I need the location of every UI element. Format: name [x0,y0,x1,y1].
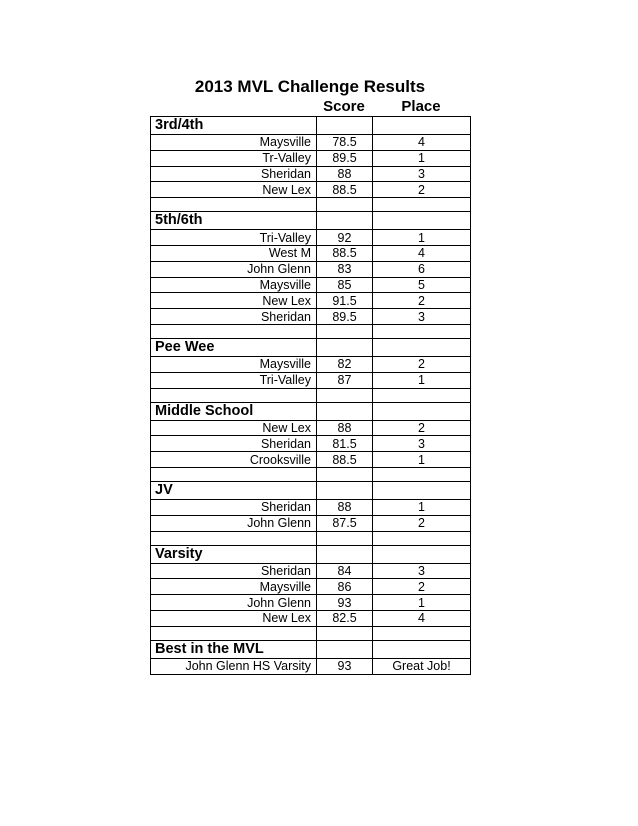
score-cell: 78.5 [317,135,373,151]
spacer-row [151,531,471,545]
team-name: Sheridan [151,166,317,182]
empty-cell [317,640,373,658]
empty-cell [373,545,471,563]
place-cell: 3 [373,436,471,452]
table-row [151,658,471,674]
empty-cell [373,338,471,356]
place-cell: 2 [373,356,471,372]
place-cell: 2 [373,420,471,436]
table-row [151,579,471,595]
team-name: Maysville [151,356,317,372]
table-row [151,293,471,309]
score-cell: 82 [317,356,373,372]
empty-cell [373,198,471,212]
empty-cell [151,324,317,338]
place-cell: 1 [373,452,471,468]
score-cell: 89.5 [317,309,373,325]
empty-cell [373,212,471,230]
empty-cell [317,481,373,499]
results-table [150,116,471,675]
place-column-header: Place [401,98,441,115]
table-row [151,309,471,325]
empty-cell [151,531,317,545]
table-row [151,230,471,246]
score-cell: 81.5 [317,436,373,452]
table-row [151,499,471,515]
spacer-row [151,626,471,640]
score-cell: 86 [317,579,373,595]
team-name: Tri-Valley [151,230,317,246]
empty-cell [373,531,471,545]
table-row [151,515,471,531]
team-name: Sheridan [151,309,317,325]
score-cell: 88 [317,420,373,436]
empty-cell [151,626,317,640]
empty-cell [317,402,373,420]
place-cell: 1 [373,595,471,611]
team-name: New Lex [151,420,317,436]
table-row [151,166,471,182]
score-cell: 82.5 [317,610,373,626]
spacer-row [151,324,471,338]
spacer-row [151,388,471,402]
section-title: Middle School [151,402,317,420]
team-name: John Glenn [151,261,317,277]
place-cell: 4 [373,245,471,261]
section-title: Best in the MVL [151,640,317,658]
empty-cell [317,388,373,402]
team-name: Crooksville [151,452,317,468]
empty-cell [317,545,373,563]
score-cell: 93 [317,595,373,611]
place-cell: 2 [373,182,471,198]
table-row [151,563,471,579]
table-row [151,261,471,277]
place-cell: 3 [373,563,471,579]
section-header-row [151,212,471,230]
section-header-row [151,545,471,563]
place-cell: 1 [373,372,471,388]
empty-cell [373,467,471,481]
empty-cell [317,198,373,212]
table-row [151,610,471,626]
team-name: Sheridan [151,436,317,452]
table-row [151,356,471,372]
place-cell: Great Job! [373,658,471,674]
place-cell: 5 [373,277,471,293]
team-name: Tr-Valley [151,150,317,166]
score-cell: 91.5 [317,293,373,309]
team-name: Maysville [151,135,317,151]
empty-cell [317,467,373,481]
empty-cell [373,626,471,640]
place-cell: 2 [373,293,471,309]
score-cell: 87.5 [317,515,373,531]
score-cell: 84 [317,563,373,579]
table-row [151,135,471,151]
team-name: Maysville [151,277,317,293]
team-name: John Glenn HS Varsity [151,658,317,674]
team-name: John Glenn [151,595,317,611]
score-cell: 92 [317,230,373,246]
spacer-row [151,198,471,212]
empty-cell [373,481,471,499]
score-cell: 87 [317,372,373,388]
team-name: New Lex [151,610,317,626]
table-row [151,452,471,468]
score-cell: 88.5 [317,182,373,198]
empty-cell [151,467,317,481]
empty-cell [373,117,471,135]
empty-cell [373,324,471,338]
team-name: West M [151,245,317,261]
place-cell: 2 [373,579,471,595]
score-cell: 88.5 [317,245,373,261]
score-cell: 85 [317,277,373,293]
team-name: New Lex [151,182,317,198]
team-name: Tri-Valley [151,372,317,388]
section-title: Varsity [151,545,317,563]
section-header-row [151,117,471,135]
results-table-body [151,117,471,675]
empty-cell [151,388,317,402]
table-row [151,277,471,293]
spacer-row [151,467,471,481]
empty-cell [373,640,471,658]
empty-cell [317,531,373,545]
place-cell: 1 [373,150,471,166]
section-header-row [151,481,471,499]
score-cell: 89.5 [317,150,373,166]
empty-cell [317,626,373,640]
place-cell: 2 [373,515,471,531]
empty-cell [317,212,373,230]
section-header-row [151,338,471,356]
empty-cell [317,117,373,135]
table-row [151,150,471,166]
place-cell: 1 [373,499,471,515]
team-name: Sheridan [151,499,317,515]
team-name: Sheridan [151,563,317,579]
score-cell: 83 [317,261,373,277]
section-title: Pee Wee [151,338,317,356]
table-row [151,372,471,388]
table-row [151,420,471,436]
empty-cell [317,324,373,338]
table-row [151,245,471,261]
place-cell: 1 [373,230,471,246]
empty-cell [373,402,471,420]
empty-cell [151,198,317,212]
place-cell: 3 [373,166,471,182]
score-cell: 88 [317,166,373,182]
team-name: John Glenn [151,515,317,531]
empty-cell [373,388,471,402]
section-header-row [151,640,471,658]
place-cell: 6 [373,261,471,277]
place-cell: 3 [373,309,471,325]
score-cell: 88.5 [317,452,373,468]
team-name: New Lex [151,293,317,309]
team-name: Maysville [151,579,317,595]
section-title: JV [151,481,317,499]
place-cell: 4 [373,610,471,626]
page-title: 2013 MVL Challenge Results [194,77,426,96]
section-title: 5th/6th [151,212,317,230]
table-row [151,436,471,452]
section-header-row [151,402,471,420]
place-cell: 4 [373,135,471,151]
score-cell: 93 [317,658,373,674]
empty-cell [317,338,373,356]
section-title: 3rd/4th [151,117,317,135]
score-cell: 88 [317,499,373,515]
table-row [151,182,471,198]
score-column-header: Score [323,98,365,115]
table-row [151,595,471,611]
